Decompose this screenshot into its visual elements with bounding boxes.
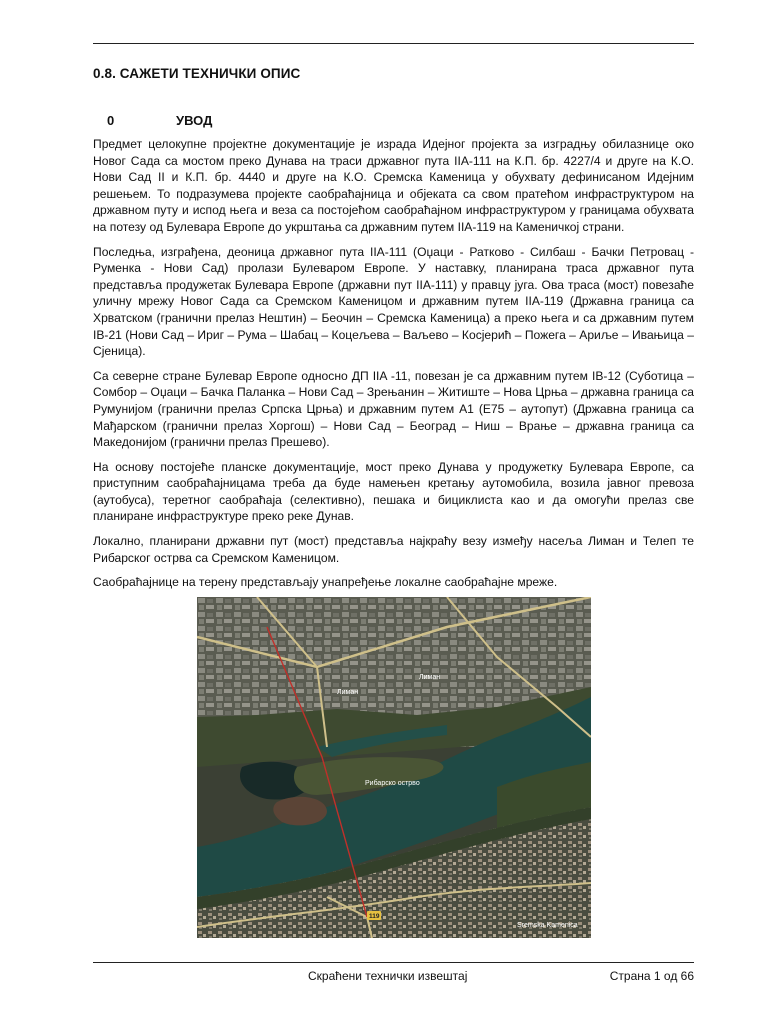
section-title: 0.8. САЖЕТИ ТЕХНИЧКИ ОПИС — [93, 66, 301, 81]
paragraph-local-link: Локално, планирани државни пут (мост) представља најкраћу везу између насеља Лиман и Телеп те Рибарског острва са Сремском Каменицом. — [93, 534, 694, 565]
footer-page-number: Страна 1 од 66 — [609, 969, 694, 983]
paragraph-route: Последња, изграђена, деоница државног пута IIA-111 (Оџаци - Ратково - Силбаш - Бачки Петровац - Руменка - Нови Сад) пролази Булеваром Европе. У наставку, планирана траса државног пута представља продужетак Булевара Европе (државни пут IIA-111) у правцу југа. Ова траса (мост) повезаће уличну мрежу Новог Сада са Сремском Каменицом и државним путем IIA-119 (Државна граница са Хрватском (гранични прелаз Нештин) – Беочин – Сремска Каменица) а преко њега и са државним путем IB-21 (Нови Сад – Ириг – Рума – Шабац – Коцељева – Ваљево – Косјерић – Пожега – Ариље – Ивањица – Сјеница). — [93, 244, 694, 359]
subheading — [107, 113, 212, 128]
document-body — [93, 136, 694, 599]
paragraph-intro: Предмет целокупне пројектне документације је израда Идејног пројекта за изградњу обилазнице око Новог Сада са мостом преко Дунава на траси државног пута IIA-111 на К.П. бр. 4227/4 и друге на К.О. Нови Сад II и К.П. бр. 4440 и друге на К.О. Сремска Каменица у обухвату дефинисаном Идејним решењем. То подразумева пројекте саобраћајница и објеката са свом пратећом инфраструктуром на државном путу и испод њега и веза са постојећом саобраћајном инфраструктуром у границама обухвата на потезу од Булевара Европе до укрштања са државним путем IIA-119 на Каменичкој страни. — [93, 137, 694, 234]
label-liman-area: Лиман — [337, 689, 359, 696]
paragraph-north-connection: Са северне стране Булевар Европе односно ДП IIA -11, повезан је са државним путем IB-12 (Суботица – Сомбор – Оџаци – Бачка Паланка – Нови Сад – Зрењанин – Житиште – Нова Црња – државна граница са Румунијом (гранични прелаз Српска Црња) и државним путем А1 (Е75 – аутопут) (Државна граница са Мађарском (гранични прелаз Хоргош) – Нови Сад – Београд – Ниш – Врање – државна граница са Македонијом (гранични прелаз Прешево). — [93, 368, 694, 450]
satellite-map-image — [197, 597, 591, 938]
label-sremska-kamenica: Sremska Kamenica — [517, 922, 578, 929]
label-liman: Лиман — [419, 674, 441, 681]
paragraph-bridge-purpose: На основу постојеће планске документације, мост преко Дунава у продужетку Булевара Европе, са приступним саобраћајницама треба да буде намењен кретању аутомобила, возила јавног превоза (аутобуса), теретног саобраћаја (селективно), пешака и бициклиста као и да омогући прелаз све планиране инфраструктуре преко реке Дунав. — [93, 459, 694, 524]
label-ribarsko-ostrvo: Рибарско острво — [365, 780, 420, 787]
header-rule — [93, 43, 694, 44]
footer-rule — [93, 962, 694, 963]
subheading-title: УВОД — [176, 113, 213, 128]
wetland — [273, 797, 327, 826]
satellite-map — [197, 597, 591, 938]
subheading-number: 0 — [107, 113, 115, 128]
footer-document-title: Скраћени технички извештај — [308, 969, 468, 983]
paragraph-roads: Саобраћајнице на терену представљају унапређење локалне саобраћајне мреже. — [93, 575, 558, 590]
road-badge-119-label: 119 — [369, 913, 380, 920]
